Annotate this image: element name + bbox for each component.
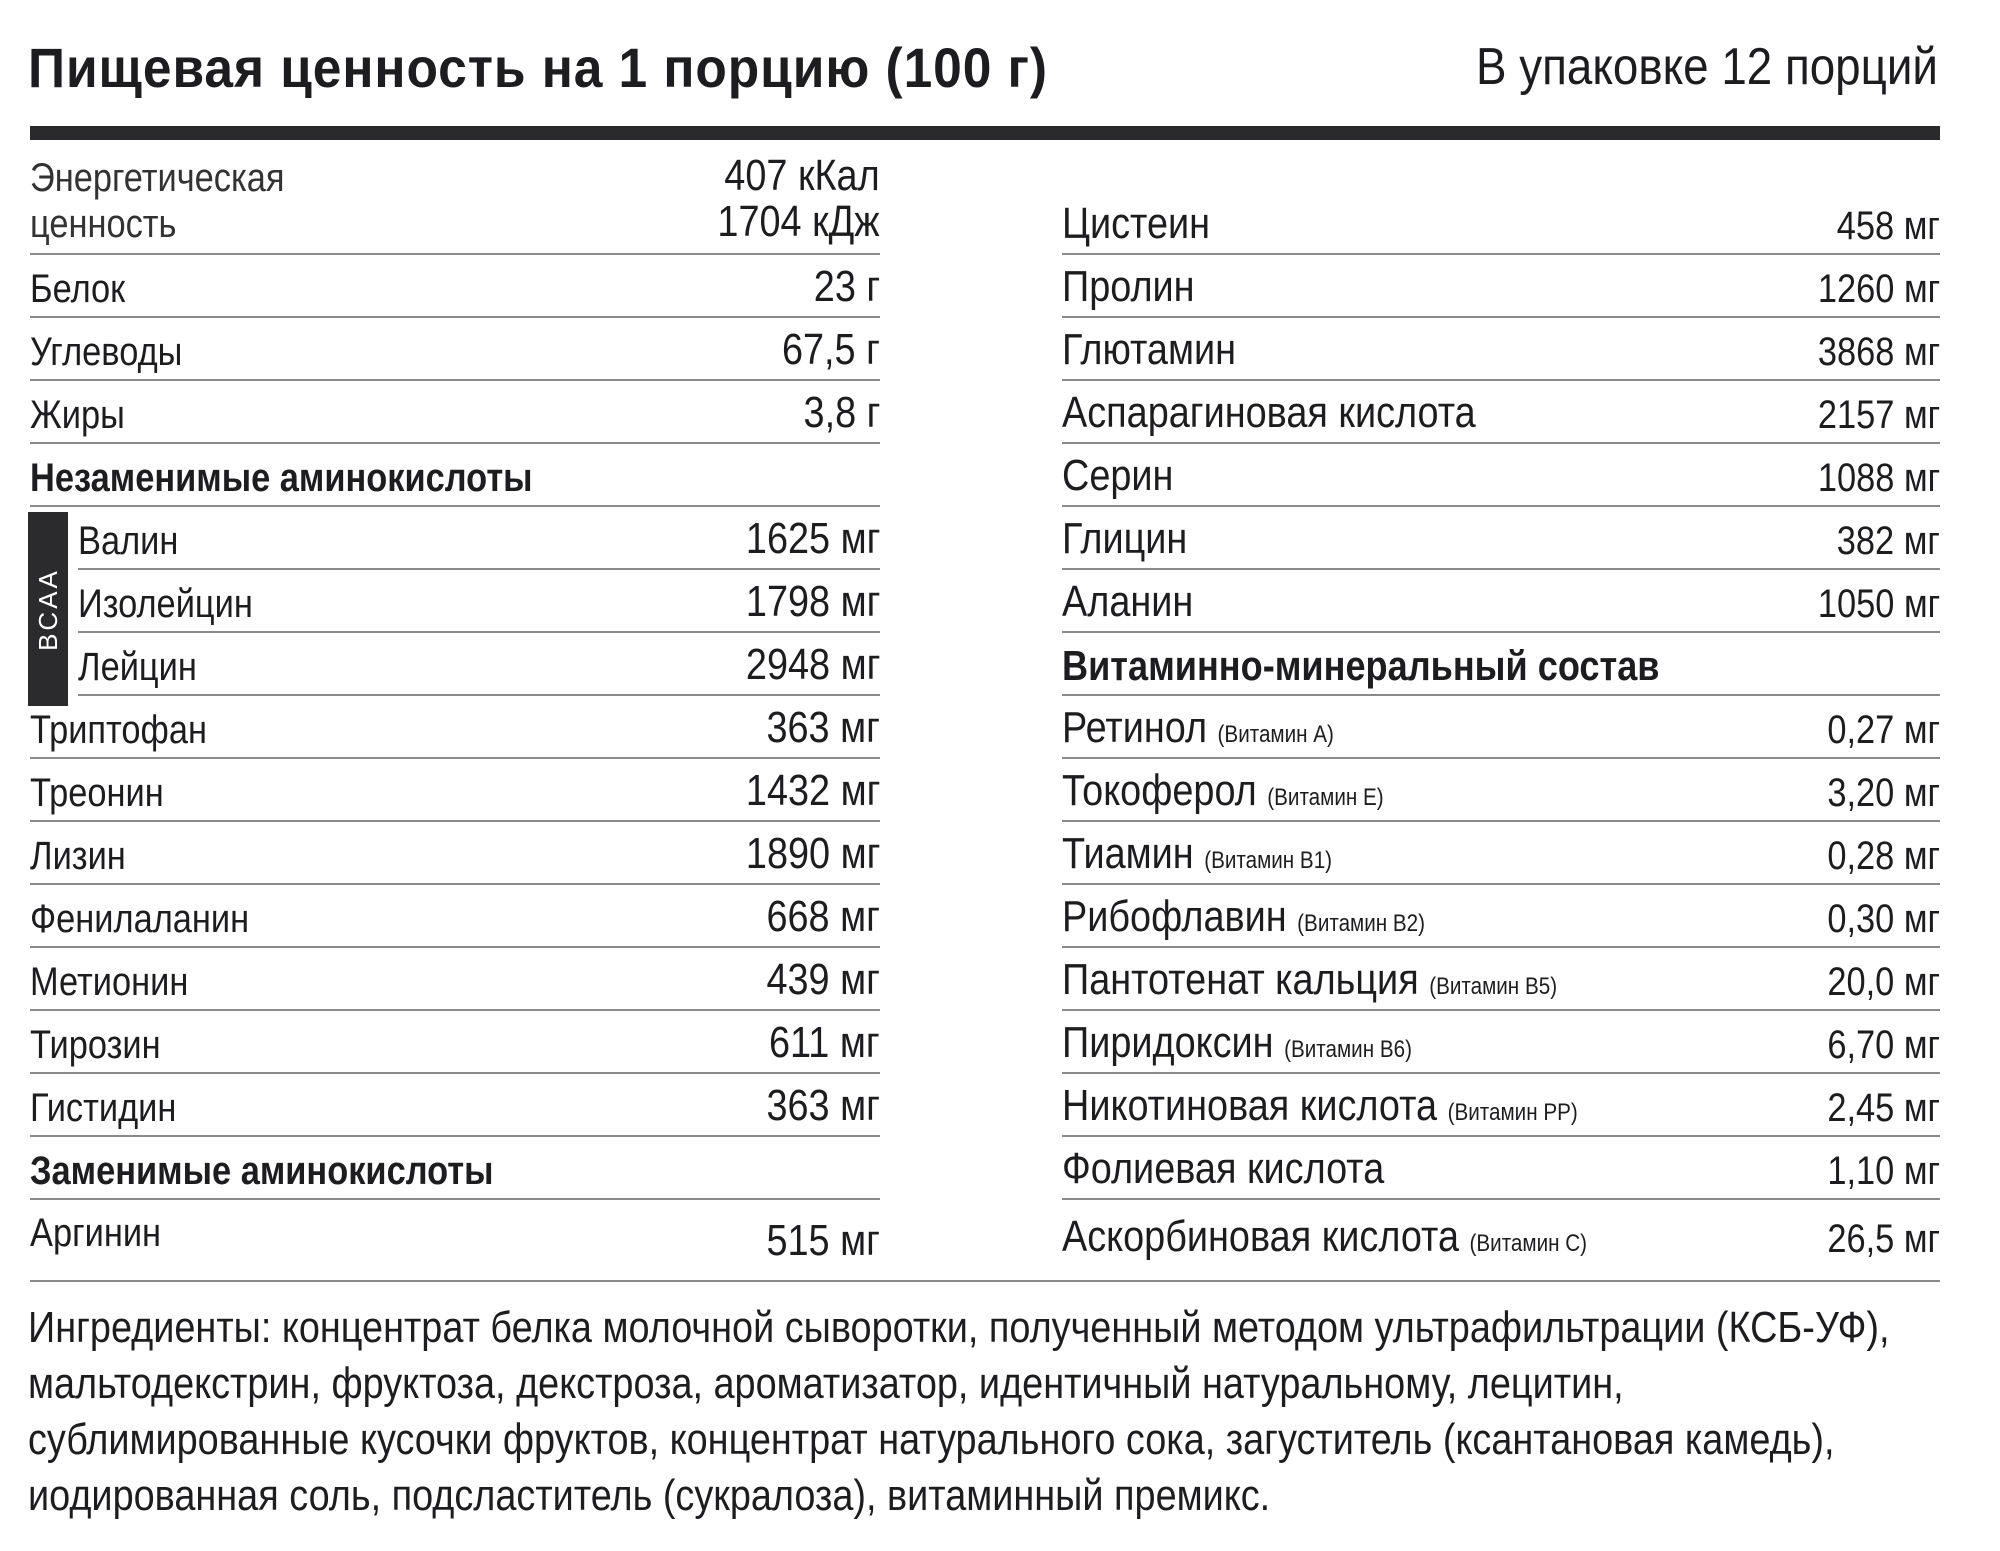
amino-label: Аланин <box>1062 577 1194 626</box>
amino-row <box>30 946 880 1011</box>
vitamin-value: 2,45 мг <box>1827 1086 1940 1130</box>
nutrient-value: 3,8 г <box>803 388 880 437</box>
vitamin-value: 0,28 мг <box>1827 834 1940 878</box>
amino-value: 515 мг <box>766 1216 880 1265</box>
amino-value: 1088 мг <box>1817 456 1940 500</box>
vitamin-value: 0,27 мг <box>1827 708 1940 752</box>
nutrient-row <box>30 253 880 318</box>
section-heading-row <box>30 1135 880 1200</box>
amino-row <box>30 1072 880 1137</box>
amino-row <box>1062 253 1940 318</box>
vitamin-row <box>1062 1198 1940 1268</box>
section-heading-row <box>30 442 880 507</box>
amino-row <box>30 883 880 948</box>
amino-label: Изолейцин <box>78 582 253 626</box>
vitamin-label: Никотиновая кислота (Витамин РР) <box>1062 1081 1578 1130</box>
amino-row <box>1062 190 1940 255</box>
amino-row <box>78 505 880 570</box>
amino-value: 439 мг <box>766 955 880 1004</box>
vitamin-value: 1,10 мг <box>1827 1149 1940 1193</box>
amino-value: 1260 мг <box>1817 267 1940 311</box>
energy-label: Энергетическая <box>30 156 285 200</box>
amino-label: Глютамин <box>1062 325 1237 374</box>
label-header <box>28 22 1938 112</box>
amino-value: 2157 мг <box>1817 393 1940 437</box>
amino-label: Гистидин <box>30 1086 177 1130</box>
vitamin-mineral-heading: Витаминно-минеральный состав <box>1062 642 1660 689</box>
amino-label: Аспарагиновая кислота <box>1062 388 1476 437</box>
vitamin-row <box>1062 820 1940 885</box>
ingredients-line: сублимированные кусочки фруктов, концентрат натурального сока, загуститель (ксантановая камедь), <box>28 1415 1835 1464</box>
amino-row <box>30 820 880 885</box>
ingredients-line: иодированная соль, подсластитель (сукралоза), витаминный премикс. <box>28 1471 1271 1520</box>
nutrient-value: 67,5 г <box>782 325 880 374</box>
amino-row <box>1062 442 1940 507</box>
ingredients-divider <box>30 1280 1940 1282</box>
vitamin-row <box>1062 757 1940 822</box>
bcaa-marker <box>28 512 68 706</box>
vitamin-value: 3,20 мг <box>1827 771 1940 815</box>
amino-value: 668 мг <box>766 892 880 941</box>
servings-per-package: В упаковке 12 порций <box>1476 38 1938 96</box>
nutrient-value: 23 г <box>813 262 880 311</box>
amino-row <box>30 757 880 822</box>
vitamin-label: Пиридоксин (Витамин В6) <box>1062 1018 1412 1067</box>
vitamin-row <box>1062 694 1940 759</box>
energy-label-line2: ценность <box>30 202 177 246</box>
amino-label: Лейцин <box>78 645 197 689</box>
vitamin-label: Пантотенат кальция (Витамин В5) <box>1062 955 1558 1004</box>
amino-label: Триптофан <box>30 708 207 752</box>
vitamin-label: Аскорбиновая кислота (Витамин С) <box>1062 1212 1588 1261</box>
amino-row <box>30 1198 880 1268</box>
vitamin-value: 26,5 мг <box>1827 1217 1940 1261</box>
vitamin-label: Фолиевая кислота <box>1062 1144 1385 1193</box>
amino-row <box>1062 568 1940 633</box>
amino-label: Цистеин <box>1062 199 1211 248</box>
essential-amino-heading: Незаменимые аминокислоты <box>30 456 533 500</box>
amino-value: 458 мг <box>1836 204 1940 248</box>
header-divider <box>30 126 1940 140</box>
amino-value: 382 мг <box>1836 519 1940 563</box>
amino-label: Пролин <box>1062 262 1195 311</box>
amino-label: Глицин <box>1062 514 1188 563</box>
nutrient-label: Белок <box>30 267 126 311</box>
vitamin-row <box>1062 1009 1940 1074</box>
section-heading-row <box>1062 631 1940 696</box>
vitamin-label: Токоферол (Витамин Е) <box>1062 766 1384 815</box>
amino-label: Фенилаланин <box>30 897 250 941</box>
vitamin-row <box>1062 946 1940 1011</box>
energy-kcal: 407 кКал <box>724 151 880 200</box>
amino-value: 2948 мг <box>745 640 880 689</box>
nutrient-label: Углеводы <box>30 330 183 374</box>
bcaa-label: BCAA <box>32 567 63 651</box>
amino-value: 1890 мг <box>745 829 880 878</box>
amino-row <box>78 568 880 633</box>
amino-row <box>30 694 880 759</box>
amino-label: Серин <box>1062 451 1174 500</box>
vitamin-row <box>1062 1135 1940 1200</box>
ingredients-line: мальтодекстрин, фруктоза, декстроза, ароматизатор, идентичный натуральному, лецитин, <box>28 1359 1624 1408</box>
amino-label: Валин <box>78 519 179 563</box>
amino-value: 1625 мг <box>745 514 880 563</box>
nutrient-row <box>30 379 880 444</box>
energy-kj: 1704 кДж <box>717 197 880 246</box>
nutrition-title: Пищевая ценность на 1 порцию (100 г) <box>28 35 1049 99</box>
amino-value: 1050 мг <box>1817 582 1940 626</box>
vitamin-label: Рибофлавин (Витамин В2) <box>1062 892 1426 941</box>
ingredients-line: Ингредиенты: концентрат белка молочной сыворотки, полученный методом ультрафильтрации (КСБ-УФ), <box>28 1303 1890 1352</box>
amino-label: Аргинин <box>30 1211 162 1255</box>
amino-label: Лизин <box>30 834 126 878</box>
amino-row <box>1062 316 1940 381</box>
amino-value: 1798 мг <box>745 577 880 626</box>
amino-value: 3868 мг <box>1817 330 1940 374</box>
vitamin-label: Ретинол (Витамин А) <box>1062 703 1334 752</box>
nonessential-amino-heading: Заменимые аминокислоты <box>30 1149 494 1193</box>
nutrient-label: Жиры <box>30 393 125 437</box>
vitamin-row <box>1062 883 1940 948</box>
amino-label: Треонин <box>30 771 164 815</box>
vitamin-value: 6,70 мг <box>1827 1023 1940 1067</box>
nutrient-row <box>30 316 880 381</box>
amino-value: 363 мг <box>766 703 880 752</box>
amino-row <box>30 1009 880 1074</box>
amino-label: Метионин <box>30 960 189 1004</box>
energy-row <box>30 150 880 255</box>
amino-row <box>1062 505 1940 570</box>
ingredients-text <box>28 1300 1937 1524</box>
amino-row <box>1062 379 1940 444</box>
amino-row <box>78 631 880 696</box>
vitamin-label: Тиамин (Витамин В1) <box>1062 829 1333 878</box>
vitamin-value: 20,0 мг <box>1827 960 1940 1004</box>
vitamin-value: 0,30 мг <box>1827 897 1940 941</box>
amino-value: 611 мг <box>769 1018 880 1067</box>
amino-value: 363 мг <box>766 1081 880 1130</box>
vitamin-row <box>1062 1072 1940 1137</box>
amino-label: Тирозин <box>30 1023 161 1067</box>
amino-value: 1432 мг <box>745 766 880 815</box>
